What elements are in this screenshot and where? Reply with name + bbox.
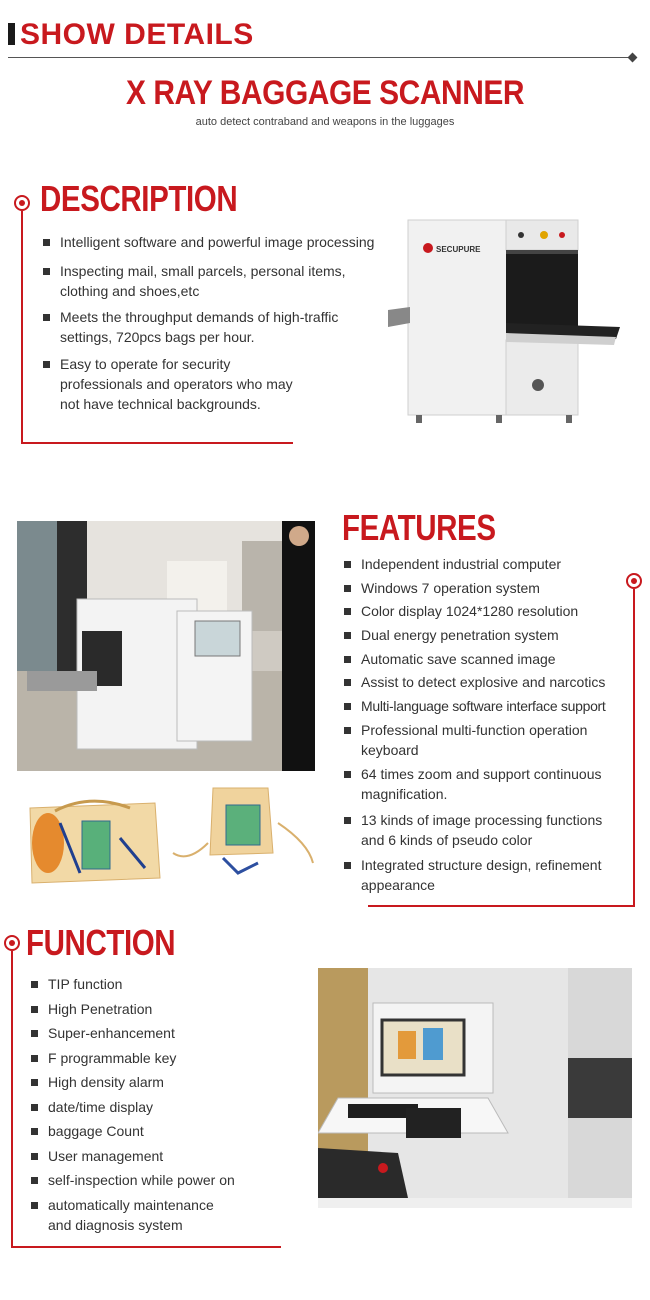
- page-header-title: SHOW DETAILS: [20, 18, 254, 51]
- header-divider: [8, 57, 634, 58]
- operator-console-photo: [318, 968, 632, 1208]
- description-bullet-dot: [14, 195, 30, 211]
- list-item: Independent industrial computer: [342, 554, 634, 574]
- xray-scan-image-backpack: [168, 783, 318, 888]
- function-list: [29, 974, 289, 1235]
- list-item: 13 kinds of image processing functions and 6 kinds of pseudo color: [342, 810, 627, 850]
- list-item: User management: [29, 1146, 289, 1166]
- list-item: Inspecting mail, small parcels, personal items, clothing and shoes,etc: [41, 261, 371, 301]
- list-item: Automatic save scanned image: [342, 649, 634, 669]
- xray-scanner-image: [388, 215, 623, 435]
- header-accent-bar: [8, 23, 15, 45]
- list-item: baggage Count: [29, 1121, 289, 1141]
- description-frame-horizontal: [21, 442, 293, 444]
- function-frame-vertical: [11, 951, 13, 1248]
- function-bullet-dot: [4, 935, 20, 951]
- description-heading: DESCRIPTION: [40, 178, 238, 219]
- list-item: self-inspection while power on: [29, 1170, 289, 1190]
- list-item: automatically maintenance and diagnosis system: [29, 1195, 229, 1235]
- list-item: TIP function: [29, 974, 289, 994]
- product-subtitle: auto detect contraband and weapons in the luggages: [195, 116, 455, 128]
- scanner-installation-photo: [17, 521, 315, 771]
- list-item: Dual energy penetration system: [342, 625, 634, 645]
- function-heading: FUNCTION: [26, 922, 176, 963]
- list-item: Windows 7 operation system: [342, 578, 634, 598]
- description-frame-vertical: [21, 211, 23, 444]
- machine-brand-logo: SECUPURE: [436, 245, 481, 254]
- list-item: Assist to detect explosive and narcotics: [342, 672, 634, 692]
- description-list: [41, 232, 396, 414]
- list-item: Easy to operate for security professionals and operators who may not have technical backgrounds.: [41, 354, 306, 414]
- list-item: 64 times zoom and support continuous magnification.: [342, 764, 622, 804]
- list-item: Intelligent software and powerful image processing: [41, 232, 396, 252]
- product-title: X RAY BAGGAGE SCANNER: [125, 74, 525, 112]
- list-item: Professional multi-function operation keyboard: [342, 720, 617, 760]
- list-item: Multi-language software interface support: [342, 696, 634, 716]
- header-divider-diamond: [628, 53, 638, 63]
- features-heading: FEATURES: [342, 507, 496, 548]
- list-item: High Penetration: [29, 999, 289, 1019]
- list-item: Color display 1024*1280 resolution: [342, 601, 634, 621]
- list-item: High density alarm: [29, 1072, 289, 1092]
- features-frame-horizontal: [368, 905, 635, 907]
- list-item: Integrated structure design, refinement appearance: [342, 855, 617, 895]
- features-list: [342, 554, 634, 895]
- list-item: Super-enhancement: [29, 1023, 289, 1043]
- list-item: date/time display: [29, 1097, 289, 1117]
- list-item: Meets the throughput demands of high-traffic settings, 720pcs bags per hour.: [41, 307, 363, 347]
- list-item: F programmable key: [29, 1048, 289, 1068]
- function-frame-horizontal: [11, 1246, 281, 1248]
- xray-scan-image-bag: [20, 783, 165, 888]
